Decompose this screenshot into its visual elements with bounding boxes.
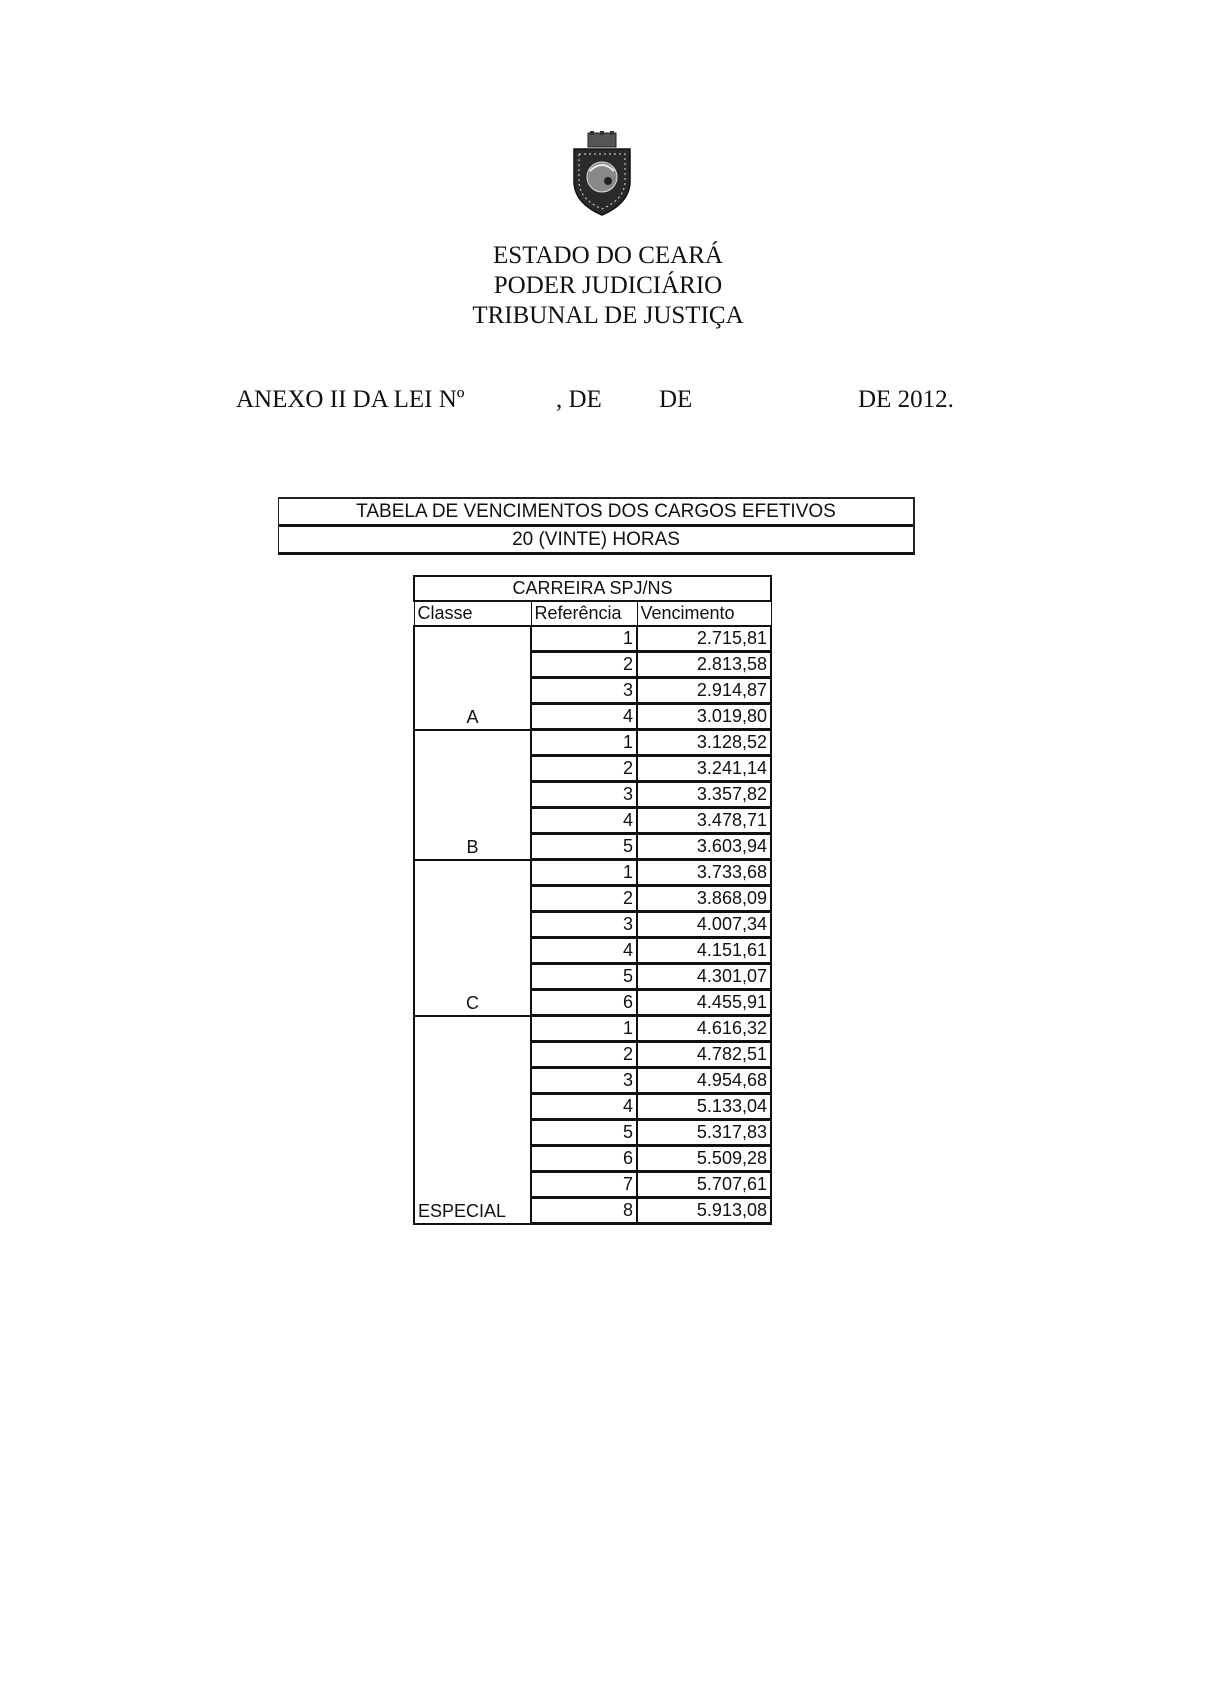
referencia-cell: 2 [531, 756, 637, 782]
vencimento-cell: 2.813,58 [637, 652, 771, 678]
vencimento-cell: 5.913,08 [637, 1198, 771, 1224]
table-title: TABELA DE VENCIMENTOS DOS CARGOS EFETIVOS [279, 499, 913, 527]
referencia-cell: 6 [531, 1146, 637, 1172]
annex-month-separator: DE [659, 386, 693, 413]
referencia-cell: 1 [531, 730, 637, 756]
vencimento-cell: 4.151,61 [637, 938, 771, 964]
vencimento-cell: 5.707,61 [637, 1172, 771, 1198]
vencimento-cell: 5.509,28 [637, 1146, 771, 1172]
referencia-cell: 8 [531, 1198, 637, 1224]
referencia-cell: 6 [531, 990, 637, 1016]
vencimento-cell: 3.357,82 [637, 782, 771, 808]
vencimento-cell: 4.782,51 [637, 1042, 771, 1068]
vencimento-cell: 3.128,52 [637, 730, 771, 756]
referencia-cell: 1 [531, 1016, 637, 1042]
table-row [414, 1016, 771, 1042]
vencimento-cell: 4.301,07 [637, 964, 771, 990]
referencia-cell: 2 [531, 1042, 637, 1068]
referencia-cell: 1 [531, 626, 637, 652]
vencimento-cell: 3.478,71 [637, 808, 771, 834]
referencia-cell: 3 [531, 782, 637, 808]
career-title: CARREIRA SPJ/NS [414, 576, 771, 601]
table-subtitle: 20 (VINTE) HORAS [279, 527, 913, 555]
vencimento-cell: 3.019,80 [637, 704, 771, 730]
table-row [414, 860, 771, 886]
classe-cell: B [414, 730, 531, 860]
vencimento-cell: 4.616,32 [637, 1016, 771, 1042]
vencimento-cell: 3.733,68 [637, 860, 771, 886]
career-header-row [414, 576, 771, 601]
annex-law-number: ANEXO II DA LEI Nº [236, 386, 465, 413]
referencia-cell: 4 [531, 938, 637, 964]
column-header-classe: Classe [414, 601, 531, 626]
vencimento-cell: 4.954,68 [637, 1068, 771, 1094]
vencimento-cell: 3.603,94 [637, 834, 771, 860]
annex-year: DE 2012. [858, 386, 954, 413]
referencia-cell: 1 [531, 860, 637, 886]
column-header-referencia: Referência [531, 601, 637, 626]
table-title-box [278, 497, 915, 555]
vencimento-cell: 2.914,87 [637, 678, 771, 704]
referencia-cell: 7 [531, 1172, 637, 1198]
referencia-cell: 3 [531, 912, 637, 938]
state-coat-of-arms-seal [570, 131, 634, 217]
salary-table [413, 575, 772, 1225]
header-branch-name: PODER JUDICIÁRIO [493, 272, 723, 299]
vencimento-cell: 5.317,83 [637, 1120, 771, 1146]
column-header-row [414, 601, 771, 626]
column-header-vencimento: Vencimento [637, 601, 771, 626]
vencimento-cell: 3.868,09 [637, 886, 771, 912]
referencia-cell: 2 [531, 652, 637, 678]
referencia-cell: 4 [531, 704, 637, 730]
classe-cell: ESPECIAL [414, 1016, 531, 1224]
classe-cell: A [414, 626, 531, 730]
referencia-cell: 3 [531, 678, 637, 704]
annex-day-separator: , DE [556, 386, 602, 413]
vencimento-cell: 3.241,14 [637, 756, 771, 782]
header-state-name: ESTADO DO CEARÁ [493, 242, 723, 269]
referencia-cell: 4 [531, 808, 637, 834]
referencia-cell: 4 [531, 1094, 637, 1120]
vencimento-cell: 4.007,34 [637, 912, 771, 938]
referencia-cell: 2 [531, 886, 637, 912]
vencimento-cell: 5.133,04 [637, 1094, 771, 1120]
table-row [414, 730, 771, 756]
referencia-cell: 5 [531, 834, 637, 860]
referencia-cell: 5 [531, 964, 637, 990]
classe-cell: C [414, 860, 531, 1016]
vencimento-cell: 2.715,81 [637, 626, 771, 652]
vencimento-cell: 4.455,91 [637, 990, 771, 1016]
header-court-name: TRIBUNAL DE JUSTIÇA [472, 302, 744, 329]
referencia-cell: 3 [531, 1068, 637, 1094]
table-row [414, 626, 771, 652]
referencia-cell: 5 [531, 1120, 637, 1146]
